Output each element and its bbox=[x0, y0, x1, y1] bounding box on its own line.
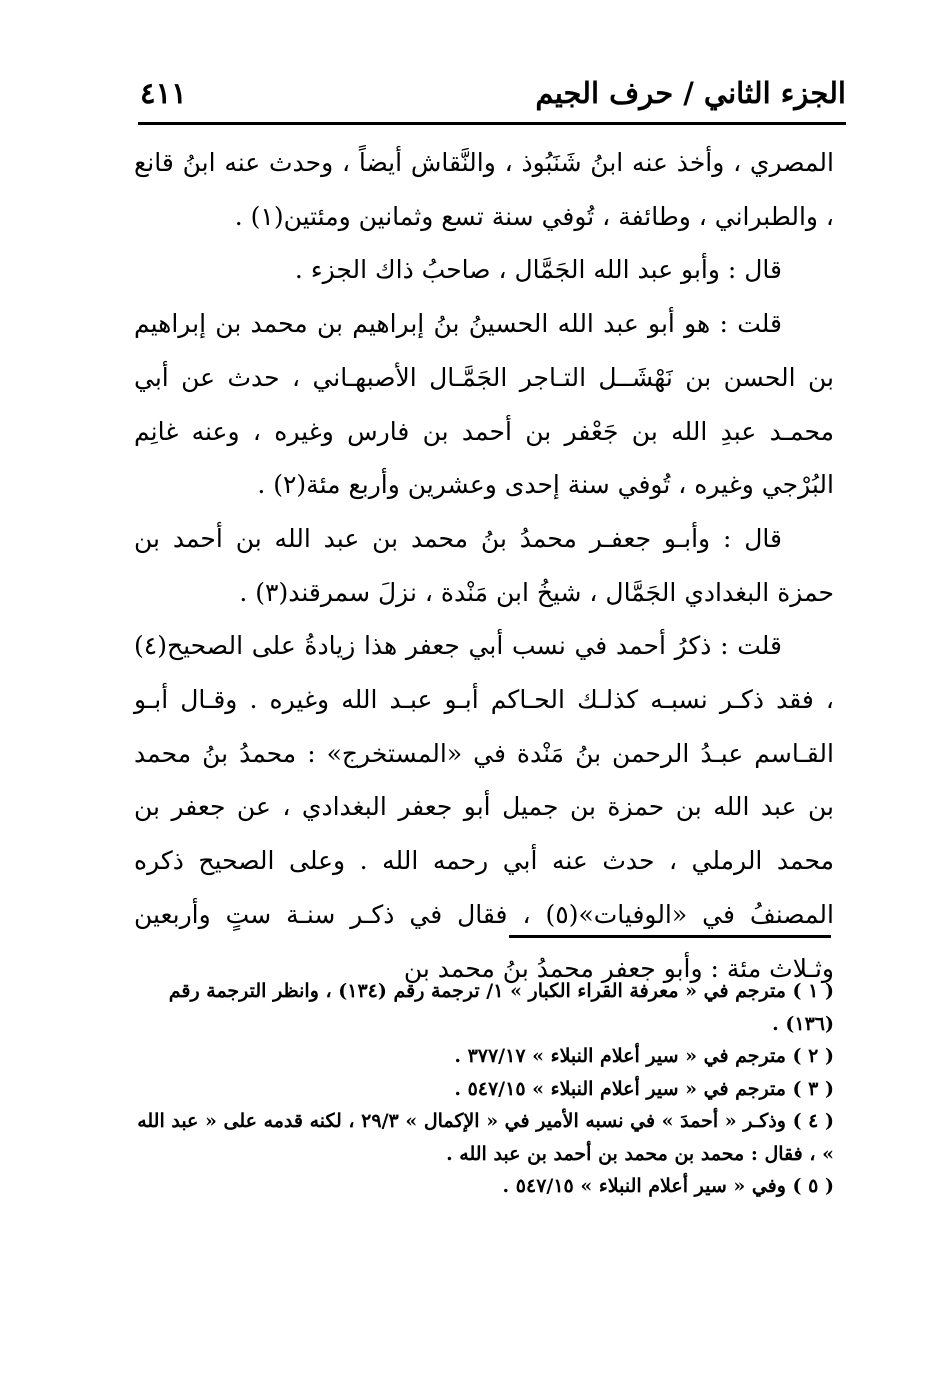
paragraph: قال : وأبـو جعفـر محمدُ بنُ محمد بن عبد الله بن أحمد بن حمزة البغدادي الجَمَّال ، شيخُ ابن مَنْدة ، نزلَ سمرقند(٣) . bbox=[134, 523, 834, 607]
footnote: ( ٣ ) مترجم في « سير أعلام النبلاء » ٥٤٧/١٥ . bbox=[454, 1077, 834, 1100]
running-header-title: الجزء الثاني / حرف الجيم bbox=[535, 76, 846, 110]
footnote-divider bbox=[509, 935, 831, 938]
footnote: ( ٥ ) وفي « سير أعلام النبلاء » ٥٤٧/١٥ . bbox=[502, 1175, 834, 1197]
main-text bbox=[134, 136, 834, 995]
footnote: ( ٤ ) وذكـر « أحمدَ » في نسبه الأمير في « الإكمال » ٢٩/٣ ، لكنه قدمه على « عبد الله » ، فقال : محمد بن محمد بن أحمد بن عبد الله . bbox=[137, 1110, 834, 1165]
footnotes bbox=[134, 975, 834, 1203]
paragraph: قلت : هو أبو عبد الله الحسينُ بنُ إبراهيم بن محمد بن إبراهيم بن الحسن بن نَهْشَــل التـاجر الجَمَّـال الأصبهـاني ، حدث عن أبي محمـد عبدِ الله بن جَعْفر بن أحمد بن فارس وغيره ، وعنه غانِم البُرْجي وغيره ، تُوفي سنة إحدى وعشرين وأربع مئة(٢) . bbox=[134, 309, 834, 500]
footnote: ( ١ ) مترجم في « معرفة القراء الكبار » ١/ ترجمة رقم (١٣٤) ، وانظر الترجمة رقم (١٣٦) . bbox=[168, 980, 834, 1035]
paragraph: المصري ، وأخذ عنه ابنُ شَنَبُوذ ، والنَّقاش أيضاً ، وحدث عنه ابنُ قانع ، والطبراني ، وطائفة ، تُوفي سنة تسع وثمانين ومئتين(١) . bbox=[134, 148, 834, 231]
page-number: ٤١١ bbox=[140, 76, 187, 110]
paragraph: قلت : ذكرُ أحمد في نسب أبي جعفر هذا زيادةُ على الصحيح(٤) ، فقد ذكـر نسبـه كذلـك الحـاكم أبـو عبـد الله وغيره . وقـال أبـو القـاسم عبـدُ الرحمن بنُ مَنْدة في «المستخرج» : محمدُ بنُ محمد بن عبد الله بن حمزة بن جميل أبو جعفر البغدادي ، عن جعفر بن محمد الرملي ، حدث عنه أبي رحمه الله . وعلى الصحيح ذكره المصنفُ في «الوفيات»(٥) ، فقال في ذكـر سنـة ستٍ وأربعين وثـلاث مئة : وأبو جعفر محمدُ بنُ محمد بن bbox=[134, 631, 834, 983]
paragraph: قال : وأبو عبد الله الجَمَّال ، صاحبُ ذاك الجزء . bbox=[294, 255, 782, 285]
header-divider bbox=[138, 122, 846, 125]
footnote: ( ٢ ) مترجم في « سير أعلام النبلاء » ٣٧٧/١٧ . bbox=[454, 1045, 834, 1067]
